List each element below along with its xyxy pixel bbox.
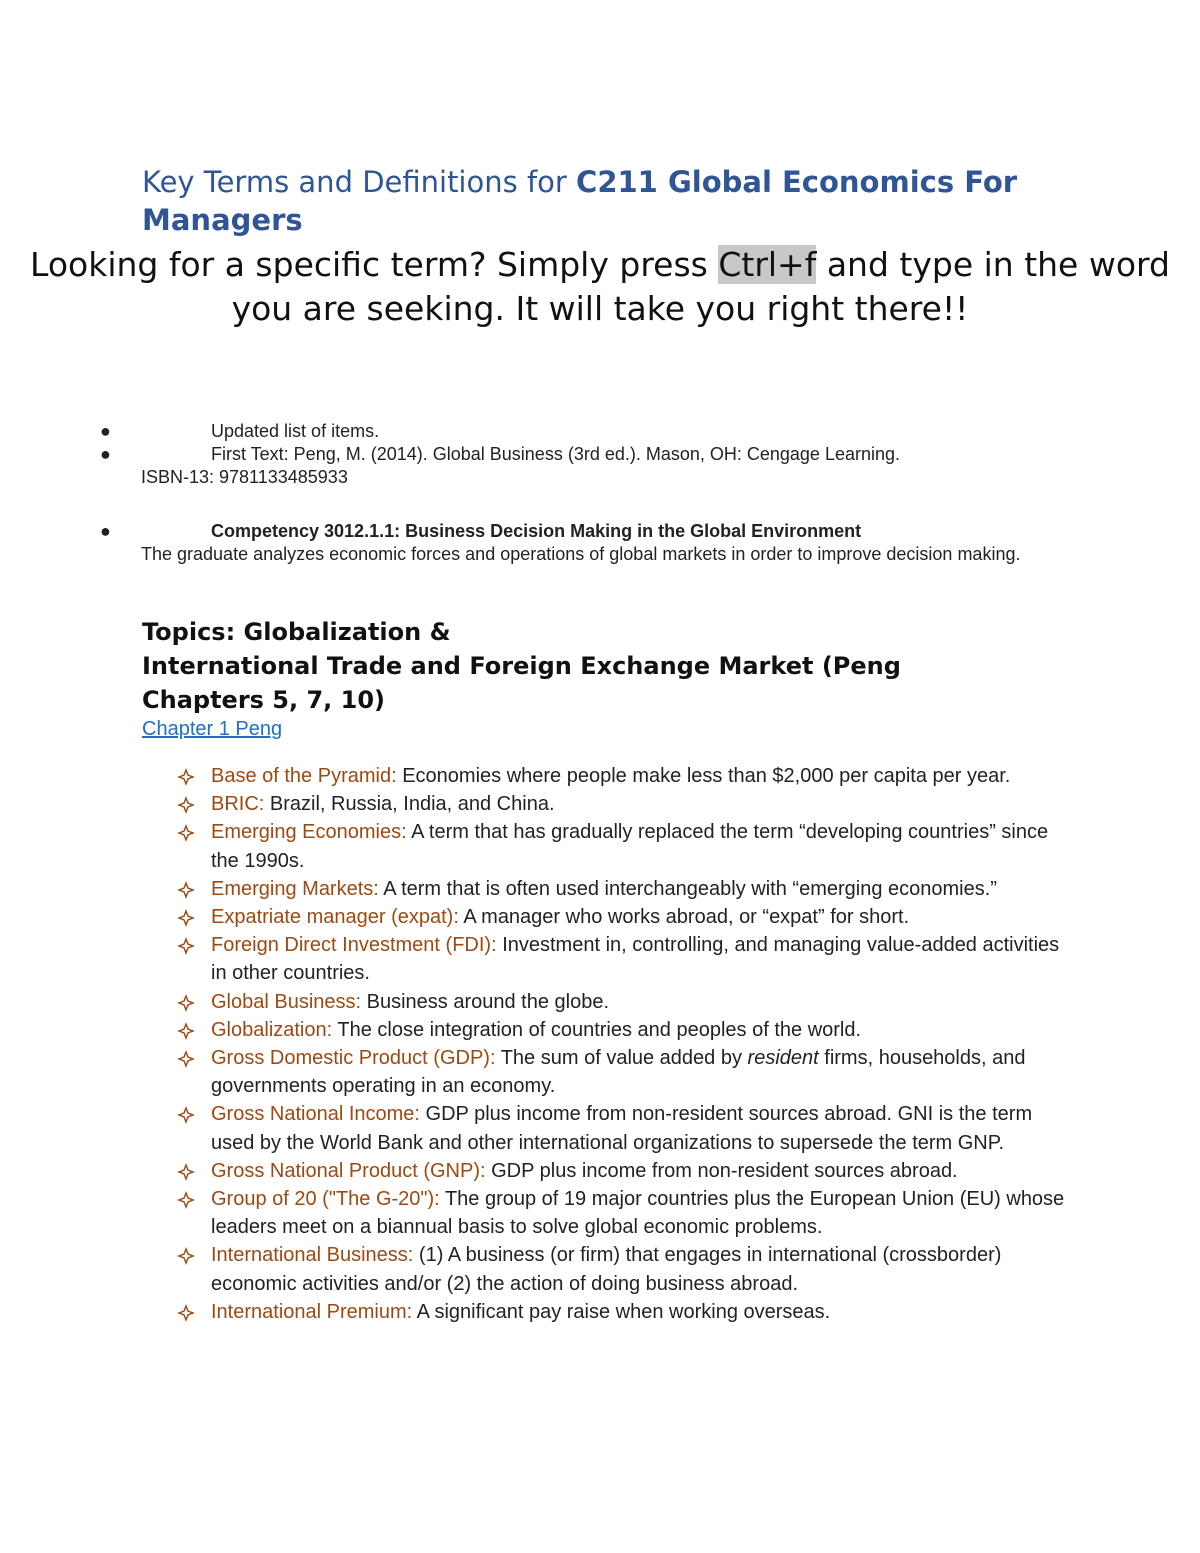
bullet-icon: ● <box>100 444 111 464</box>
term-name: Gross National Product (GNP): <box>211 1159 486 1182</box>
tip-after: and type in the word you are seeking. It will take you right there!! <box>231 245 1170 328</box>
term-name: Global Business: <box>211 990 362 1013</box>
tip-shortcut: Ctrl+f <box>718 245 817 284</box>
term-item <box>176 1100 1076 1156</box>
list-item <box>100 420 1060 443</box>
definition-part: firms, households, and governments operating in an economy. <box>211 1047 1026 1098</box>
diamond-bullet-icon <box>176 1049 196 1069</box>
diamond-bullet-icon <box>176 1303 196 1323</box>
term-definition: A term that is often used interchangeably with “emerging economies.” <box>383 877 997 900</box>
diamond-bullet-icon <box>176 1162 196 1182</box>
tip-before: Looking for a specific term? Simply press <box>30 245 719 284</box>
term-item <box>176 818 1076 874</box>
competency-block <box>100 520 1060 566</box>
diamond-bullet-icon <box>176 1021 196 1041</box>
term-item <box>176 1044 1076 1100</box>
term-definition: GDP plus income from non-resident sources abroad. <box>491 1159 958 1182</box>
term-definition: The group of 19 major countries plus the European Union (EU) whose leaders meet on a biannual basis to solve global economic problems. <box>211 1188 1065 1239</box>
chapter-1-link[interactable]: Chapter 1 Peng <box>142 718 283 740</box>
diamond-bullet-icon <box>176 767 196 787</box>
diamond-bullet-icon <box>176 880 196 900</box>
term-item <box>176 1185 1076 1241</box>
term-item <box>176 790 1076 818</box>
term-item <box>176 875 1076 903</box>
document-title <box>142 163 1102 239</box>
intro-item-updated: Updated list of items. <box>211 421 380 441</box>
term-name: Expatriate manager (expat): <box>211 906 459 929</box>
term-name: Foreign Direct Investment (FDI): <box>211 934 497 957</box>
diamond-bullet-icon <box>176 993 196 1013</box>
diamond-bullet-icon <box>176 936 196 956</box>
title-course: C211 Global Economics For Managers <box>142 165 1018 237</box>
term-name: Globalization: <box>211 1018 333 1041</box>
intro-item-text: First Text: Peng, M. (2014). Global Business (3rd ed.). Mason, OH: Cengage Learning. <box>211 444 901 464</box>
competency-heading: Competency 3012.1.1: Business Decision Making in the Global Environment <box>211 521 862 541</box>
term-item <box>176 1157 1076 1185</box>
term-name: International Business: <box>211 1244 414 1267</box>
topics-heading <box>142 615 1002 717</box>
topics-line-1: Topics: Globalization & <box>142 618 451 646</box>
term-item <box>176 1241 1076 1297</box>
term-name: International Premium: <box>211 1300 413 1323</box>
term-item <box>176 762 1076 790</box>
search-tip <box>20 243 1180 331</box>
intro-list <box>100 420 1060 489</box>
isbn-line: ISBN-13: 9781133485933 <box>141 467 348 487</box>
term-definition: A significant pay raise when working overseas. <box>416 1300 831 1323</box>
definition-emphasis: resident <box>747 1047 819 1070</box>
term-item <box>176 988 1076 1016</box>
term-name: Emerging Economies: <box>211 821 407 844</box>
diamond-bullet-icon <box>176 795 196 815</box>
term-item <box>176 931 1076 987</box>
term-definition: Investment in, controlling, and managing value-added activities in other countries. <box>211 934 1060 985</box>
terms-list <box>176 762 1076 1326</box>
list-item <box>100 443 1060 489</box>
diamond-bullet-icon <box>176 1190 196 1210</box>
term-definition: Brazil, Russia, India, and China. <box>269 793 555 816</box>
diamond-bullet-icon <box>176 908 196 928</box>
diamond-bullet-icon <box>176 1246 196 1266</box>
term-name: Group of 20 ("The G-20"): <box>211 1188 440 1211</box>
bullet-icon: ● <box>100 521 111 541</box>
term-definition: The close integration of countries and peoples of the world. <box>337 1018 862 1041</box>
topics-line-2: International Trade and Foreign Exchange Market (Peng Chapters 5, 7, 10) <box>142 652 901 714</box>
definition-part: The sum of value added by <box>500 1047 748 1070</box>
term-item <box>176 1298 1076 1326</box>
term-definition: Economies where people make less than $2,000 per capita per year. <box>402 765 1011 787</box>
term-name: Gross Domestic Product (GDP): <box>211 1047 496 1070</box>
term-name: Base of the Pyramid: <box>211 765 397 787</box>
term-name: Emerging Markets: <box>211 877 379 900</box>
title-prefix: Key Terms and Definitions for <box>142 165 577 199</box>
term-definition: A manager who works abroad, or “expat” for short. <box>463 906 910 929</box>
term-definition: GDP plus income from non-resident sources abroad. GNI is the term used by the World Bank and other international organizations to supersede the term GNP. <box>211 1103 1033 1154</box>
term-definition: Business around the globe. <box>366 990 610 1013</box>
diamond-bullet-icon <box>176 1105 196 1125</box>
term-name: BRIC: <box>211 793 265 816</box>
term-item <box>176 1016 1076 1044</box>
bullet-icon: ● <box>100 421 111 441</box>
diamond-bullet-icon <box>176 823 196 843</box>
term-item <box>176 903 1076 931</box>
term-definition: (1) A business (or firm) that engages in international (crossborder) economic activities and/or (2) the action of doing business abroad. <box>211 1244 1002 1295</box>
term-definition: A term that has gradually replaced the term “developing countries” since the 1990s. <box>211 821 1049 872</box>
competency-description: The graduate analyzes economic forces and operations of global markets in order to improve decision making. <box>141 544 1021 564</box>
term-name: Gross National Income: <box>211 1103 420 1126</box>
